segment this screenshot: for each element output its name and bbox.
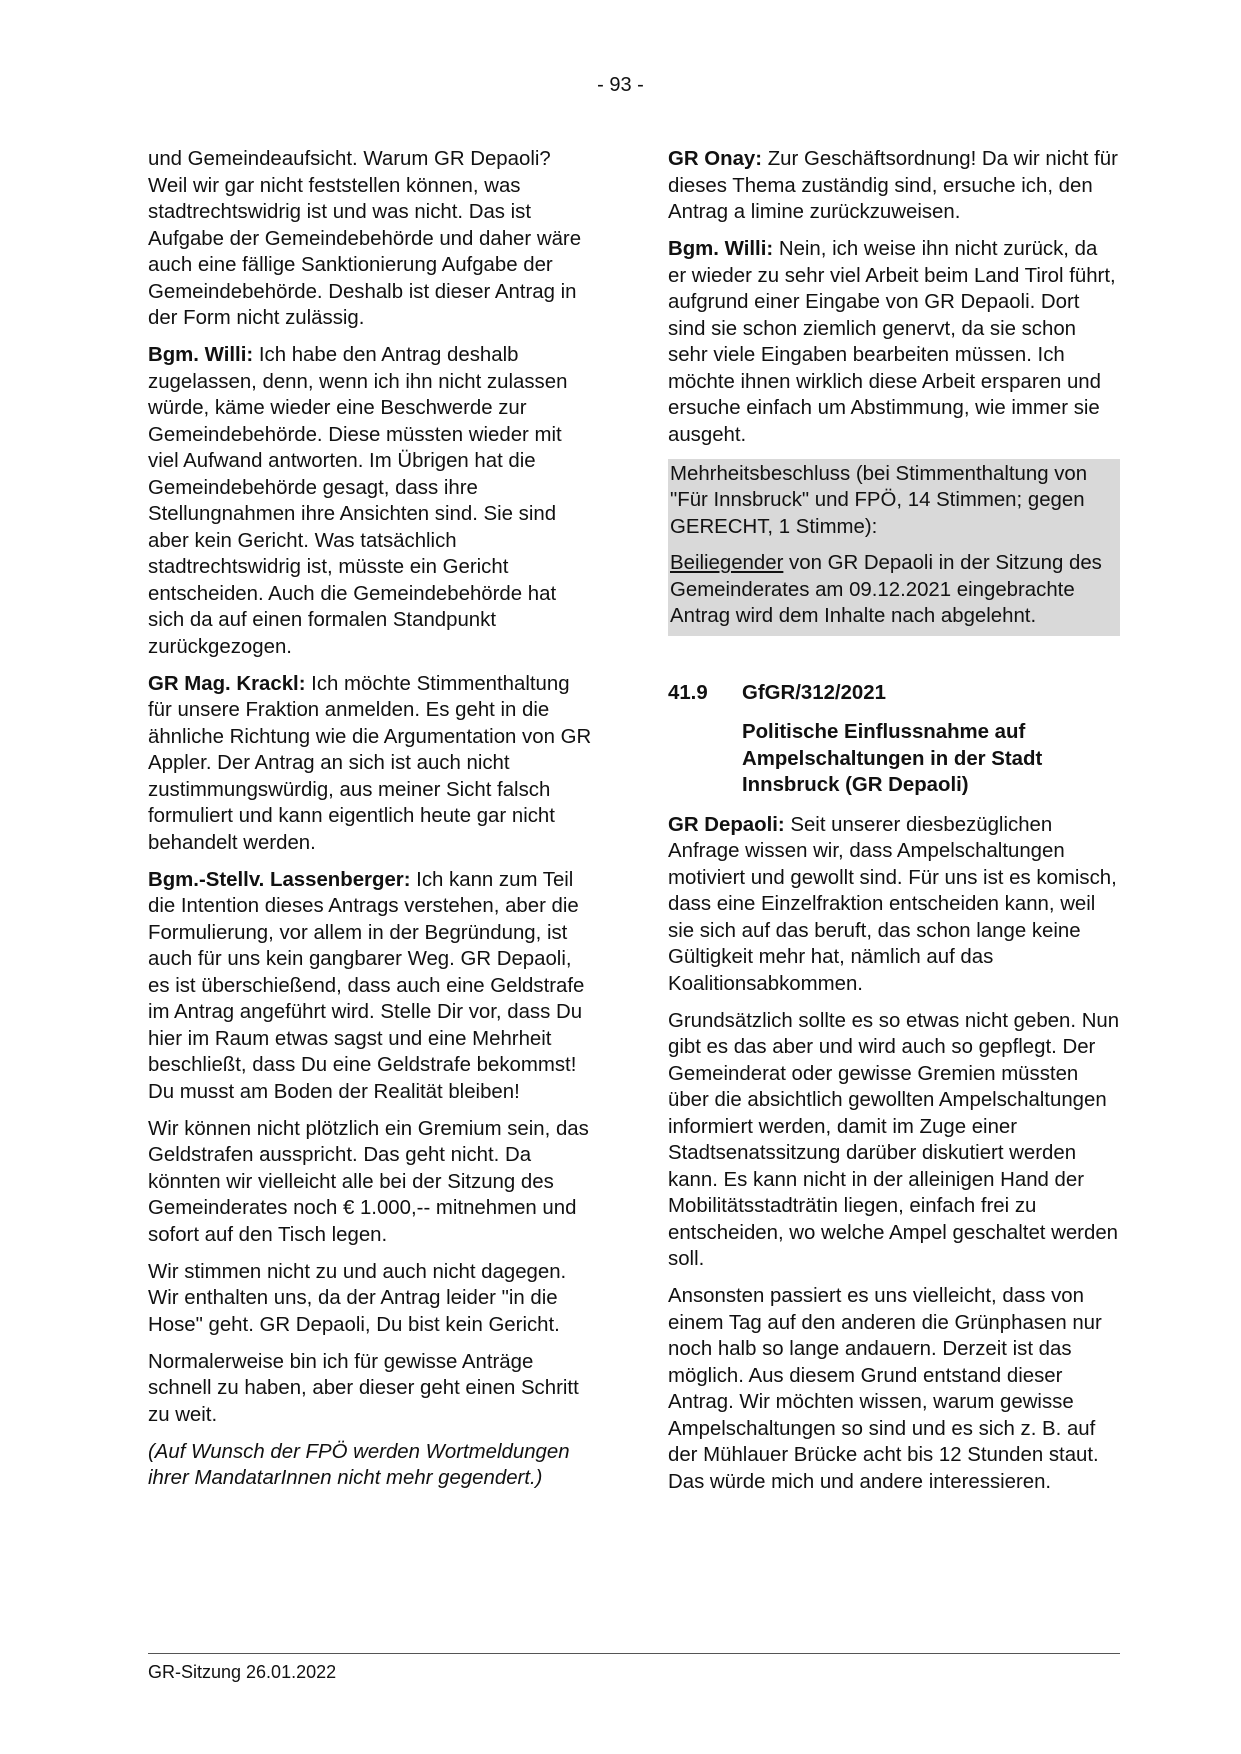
speech-text: Zur Geschäftsordnung! Da wir nicht für dieses Thema zuständig sind, ersuche ich, den Antrag a limine zurückzuweisen. (668, 148, 1118, 223)
agenda-title: Politische Einflussnahme auf Ampelschaltungen in der Stadt Innsbruck (GR Depaoli) (742, 721, 1043, 796)
paragraph: und Gemeindeaufsicht. Warum GR Depaoli? Weil wir gar nicht feststellen können, was stadtrechtswidrig ist und was nicht. Das ist Aufgabe der Gemeindebehörde und daher wäre auch eine fällige Sanktionierung Aufgabe der Gemeindebehörde. Deshalb ist dieser Antrag in der Form nicht zulässig. (148, 148, 582, 329)
paragraph (668, 812, 1120, 998)
paragraph: Grundsätzlich sollte es so etwas nicht geben. Nun gibt es das aber und wird auch so gepflegt. Der Gemeinderat oder gewisse Gremien müssten über die absichtlich gewollten Ampelschaltungen informiert werden, damit im Zuge einer Stadtsenatssitzung darüber diskutiert werden kann. Es kann nicht in der alleinigen Hand der Mobilitätsstadträtin liegen, einfach frei zu entscheiden, wo welche Ampel geschaltet werden soll. (668, 1009, 1120, 1270)
speaker-name: GR Mag. Krackl: (148, 672, 306, 695)
paragraph: Ansonsten passiert es uns vielleicht, dass von einem Tag auf den anderen die Grünphasen nur noch halb so lange andauern. Derzeit ist das möglich. Aus diesem Grund entstand dieser Antrag. Wir möchten wissen, warum gewisse Ampelschaltungen so sind und es sich z. B. auf der Mühlauer Brücke acht bis 12 Stunden staut. Das würde mich und andere interessieren. (668, 1285, 1102, 1493)
speaker-name: GR Depaoli: (668, 813, 785, 836)
decision-text (670, 550, 1114, 634)
speaker-name: Bgm.-Stellv. Lassenberger: (148, 868, 411, 891)
footer-text: GR-Sitzung 26.01.2022 (148, 1662, 337, 1682)
footer-divider (148, 1653, 1120, 1654)
editorial-note: (Auf Wunsch der FPÖ werden Wortmeldungen ihrer MandatarInnen nicht mehr gegendert.) (148, 1440, 570, 1489)
vote-result: Mehrheitsbeschluss (bei Stimmenthaltung von "Für Innsbruck" und FPÖ, 14 Stimmen; gegen GERECHT, 1 Stimme): (670, 462, 1088, 538)
paragraph: Normalerweise bin ich für gewisse Anträge schnell zu haben, aber dieser geht einen Schritt zu weit. (148, 1350, 579, 1426)
decision-body: von GR Depaoli in der Sitzung des Gemeinderates am 09.12.2021 eingebrachte Antrag wird dem Inhalte nach abgelehnt. (670, 552, 1102, 627)
paragraph: Wir können nicht plötzlich ein Gremium sein, das Geldstrafen ausspricht. Das geht nicht. Da könnten wir vielleicht alle bei der Sitzung des Gemeinderates noch € 1.000,-- mitnehmen und sofort auf den Tisch legen. (148, 1117, 589, 1246)
speech-text: Nein, ich weise ihn nicht zurück, da er wieder zu sehr viel Arbeit beim Land Tirol führt, aufgrund einer Eingabe von GR Depaoli. Dort sind sie schon ziemlich genervt, da sie schon sehr viele Eingaben bearbeiten müssen. Ich möchte ihnen wirklich diese Arbeit ersparen und ersuche einfach um Abstimmung, wie immer sie ausgeht. (668, 238, 1116, 446)
speech-text: Seit unserer diesbezüglichen Anfrage wissen wir, dass Ampelschaltungen motiviert und gewollt sind. Für uns ist es komisch, dass eine Einzelfraktion entscheiden kann, weil sie sich auf das beruft, das schon lange keine Gültigkeit mehr hat, nämlich auf das Koalitionsabkommen. (668, 813, 1117, 995)
left-column (148, 146, 592, 1502)
paragraph (668, 146, 1120, 226)
speaker-name: Bgm. Willi: (668, 238, 774, 260)
paragraph (148, 342, 592, 660)
agenda-number: 41.9 (668, 681, 708, 704)
paragraph (668, 236, 1120, 448)
page-number: - 93 - (597, 74, 644, 96)
agenda-header (668, 680, 1120, 707)
speaker-name: GR Onay: (668, 148, 763, 170)
speech-text: Ich möchte Stimmenthaltung für unsere Fraktion anmelden. Es geht in die ähnliche Richtung wie die Argumentation von GR Appler. Der Antrag an sich ist auch nicht zustimmungswürdig, aus meiner Sicht falsch formuliert und kann eigentlich heute gar nicht behandelt werden. (148, 672, 592, 854)
agenda-code: GfGR/312/2021 (742, 681, 886, 704)
paragraph (148, 867, 592, 1106)
paragraph: Wir stimmen nicht zu und auch nicht dagegen. Wir enthalten uns, da der Antrag leider "in die Hose" geht. GR Depaoli, Du bist kein Gericht. (148, 1260, 567, 1336)
speech-text: Ich kann zum Teil die Intention dieses Antrags verstehen, aber die Formulierung, vor allem in der Begründung, ist auch für uns kein gangbarer Weg. GR Depaoli, es ist überschießend, dass auch eine Geldstrafe im Antrag angeführt wird. Stelle Dir vor, dass Du hier im Raum etwas sagst und eine Mehrheit beschließt, dass Du eine Geldstrafe bekommst! Du musst am Boden der Realität bleiben! (148, 868, 585, 1103)
speaker-name: Bgm. Willi: (148, 344, 254, 366)
right-column (668, 146, 1120, 1506)
speech-text: Ich habe den Antrag deshalb zugelassen, denn, wenn ich ihn nicht zulassen würde, käme wieder eine Beschwerde zur Gemeindebehörde. Diese müssten wieder mit viel Aufwand antworten. Im Übrigen hat die Gemeindebehörde gesagt, dass ihre Stellungnahmen ihre Ansichten sind. Sie sind aber kein Gericht. Was tatsächlich stadtrechtswidrig ist, müsste ein Gericht entscheiden. Auch die Gemeindebehörde hat sich da auf einen formalen Standpunkt zurückgezogen. (148, 344, 568, 658)
paragraph (148, 671, 592, 857)
agenda-item (668, 680, 1120, 799)
decision-box (668, 459, 1120, 636)
decision-underlined-word: Beiliegender (670, 552, 784, 574)
